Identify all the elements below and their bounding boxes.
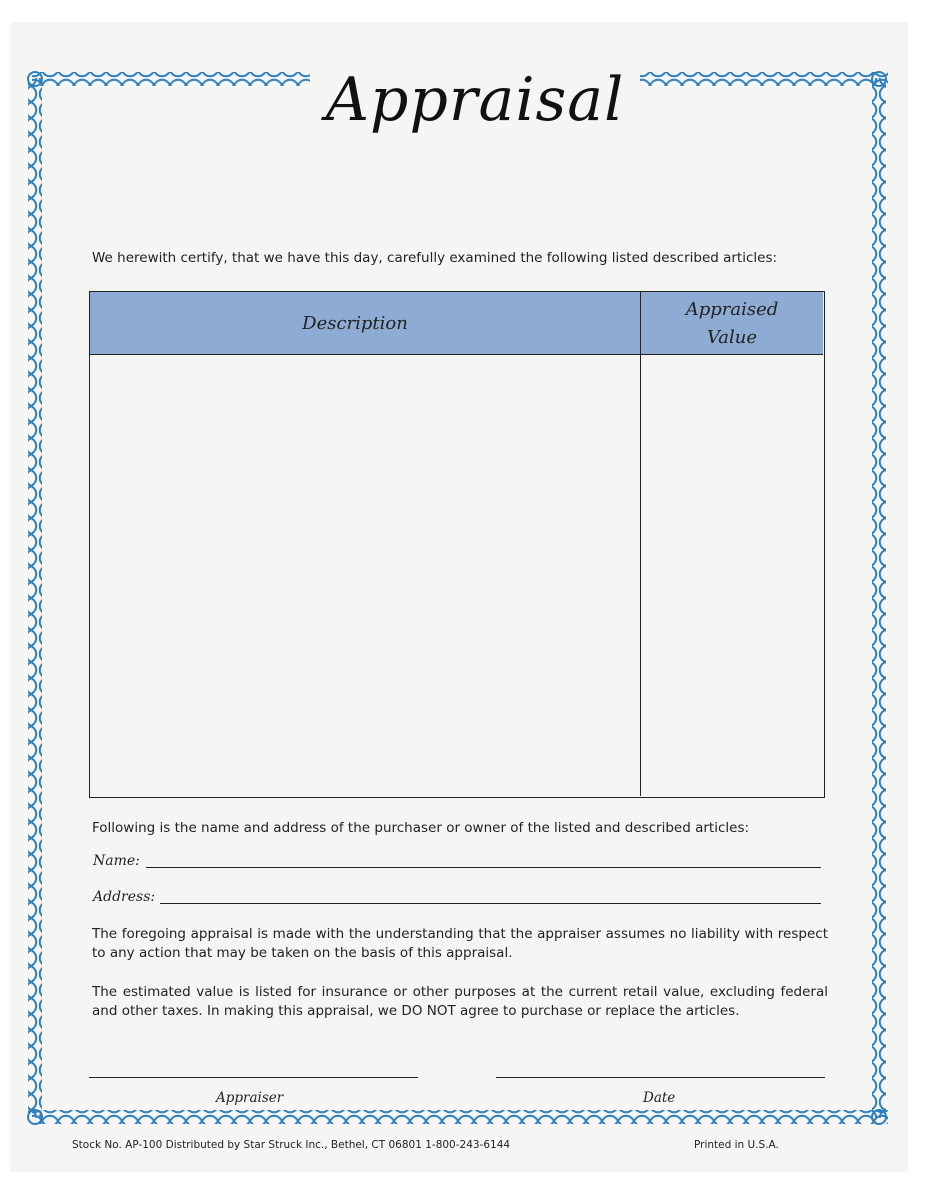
appraised-value-header-line1: Appraised [685, 299, 779, 320]
certification-statement: We herewith certify, that we have this day, carefully examined the following listed described articles: [92, 250, 778, 266]
owner-intro-text: Following is the name and address of the purchaser or owner of the listed and described articles: [92, 820, 750, 836]
description-header: Description [90, 292, 640, 355]
appraised-value-cell[interactable] [640, 355, 823, 796]
footer-printed-in: Printed in U.S.A. [694, 1139, 779, 1151]
document-title: Appraisal [310, 60, 640, 140]
footer-stock-info: Stock No. AP-100 Distributed by Star Struck Inc., Bethel, CT 06801 1-800-243-6144 [72, 1139, 511, 1151]
address-label: Address: [93, 889, 156, 905]
appraiser-label: Appraiser [216, 1090, 284, 1106]
estimate-paragraph: The estimated value is listed for insurance or other purposes at the current retail value, excluding federal and other taxes. In making this appraisal, we DO NOT agree to purchase or replace the articles. [92, 984, 828, 1019]
appraised-value-header [640, 292, 823, 355]
appraised-value-header-line2: Value [706, 327, 758, 348]
appraiser-signature-line[interactable] [89, 1077, 418, 1078]
liability-paragraph: The foregoing appraisal is made with the understanding that the appraiser assumes no liability with respect to any action that may be taken on the basis of this appraisal. [92, 926, 828, 961]
name-field-line[interactable] [146, 867, 821, 868]
date-label: Date [643, 1090, 676, 1106]
date-signature-line[interactable] [496, 1077, 825, 1078]
description-cell[interactable] [90, 355, 640, 796]
address-field-line[interactable] [160, 903, 821, 904]
appraisal-table [89, 291, 825, 798]
name-label: Name: [93, 853, 140, 869]
